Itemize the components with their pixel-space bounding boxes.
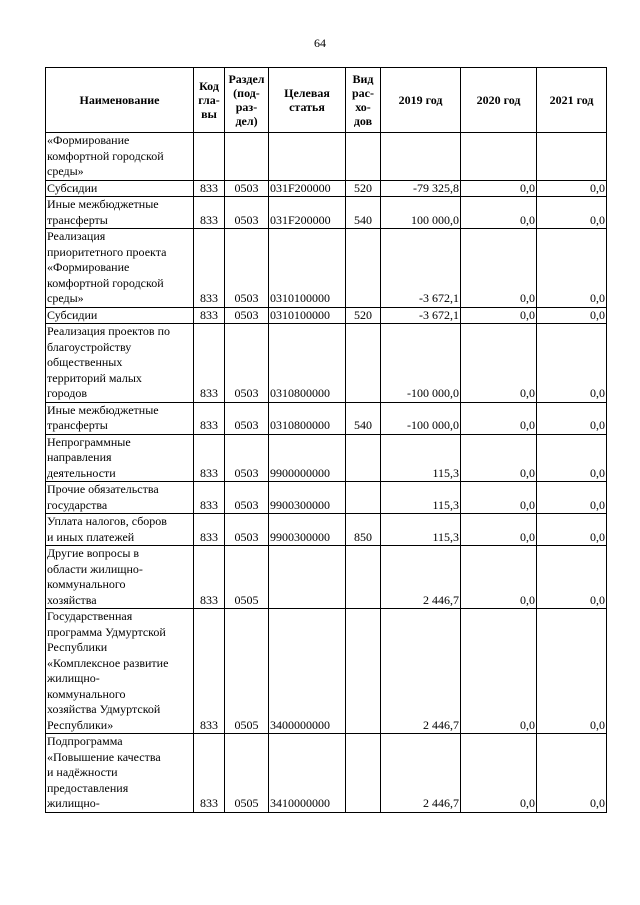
row-section: 0503 xyxy=(225,324,269,403)
row-2019-value: 115,3 xyxy=(381,434,461,482)
row-name: Непрограммные направления деятельности xyxy=(46,434,194,482)
table-row xyxy=(46,609,607,734)
table-row xyxy=(46,229,607,308)
row-target-article xyxy=(269,546,346,609)
row-2020-value xyxy=(461,133,537,181)
row-2020-value: 0,0 xyxy=(461,197,537,229)
header-chapter-code: Код гла- вы xyxy=(194,68,225,133)
row-2021-value: 0,0 xyxy=(537,197,607,229)
row-section: 0503 xyxy=(225,514,269,546)
table-row xyxy=(46,734,607,813)
table-header-row xyxy=(46,68,607,133)
row-2021-value: 0,0 xyxy=(537,609,607,734)
row-target-article: 0310800000 xyxy=(269,324,346,403)
row-chapter-code: 833 xyxy=(194,734,225,813)
row-expense-type: 520 xyxy=(346,180,381,197)
table-row xyxy=(46,514,607,546)
row-expense-type: 850 xyxy=(346,514,381,546)
row-2019-value: -100 000,0 xyxy=(381,324,461,403)
row-name: Иные межбюджетные трансферты xyxy=(46,402,194,434)
row-2020-value: 0,0 xyxy=(461,546,537,609)
row-2020-value: 0,0 xyxy=(461,434,537,482)
header-target-article: Целевая статья xyxy=(269,68,346,133)
row-2019-value: 2 446,7 xyxy=(381,609,461,734)
row-name: Уплата налогов, сборов и иных платежей xyxy=(46,514,194,546)
row-name: Реализация проектов по благоустройству общественных территорий малых городов xyxy=(46,324,194,403)
row-2021-value: 0,0 xyxy=(537,482,607,514)
row-chapter-code: 833 xyxy=(194,402,225,434)
row-chapter-code: 833 xyxy=(194,514,225,546)
table-row xyxy=(46,482,607,514)
row-target-article: 3400000000 xyxy=(269,609,346,734)
header-2019: 2019 год xyxy=(381,68,461,133)
row-section: 0503 xyxy=(225,180,269,197)
row-expense-type: 520 xyxy=(346,307,381,324)
row-chapter-code: 833 xyxy=(194,546,225,609)
row-2019-value: -3 672,1 xyxy=(381,229,461,308)
row-expense-type xyxy=(346,546,381,609)
row-name: Государственная программа Удмуртской Республики «Комплексное развитие жилищно- коммунального хозяйства Удмуртской Республики» xyxy=(46,609,194,734)
row-expense-type xyxy=(346,434,381,482)
table-row xyxy=(46,546,607,609)
row-2020-value: 0,0 xyxy=(461,734,537,813)
row-2019-value: -3 672,1 xyxy=(381,307,461,324)
row-section: 0503 xyxy=(225,402,269,434)
row-2020-value: 0,0 xyxy=(461,402,537,434)
row-2019-value: 115,3 xyxy=(381,514,461,546)
row-expense-type: 540 xyxy=(346,197,381,229)
row-2020-value: 0,0 xyxy=(461,324,537,403)
row-2019-value: -100 000,0 xyxy=(381,402,461,434)
row-section: 0503 xyxy=(225,434,269,482)
row-target-article: 0310800000 xyxy=(269,402,346,434)
table-row xyxy=(46,434,607,482)
row-expense-type xyxy=(346,229,381,308)
row-expense-type xyxy=(346,609,381,734)
header-section: Раздел (под- раз- дел) xyxy=(225,68,269,133)
row-2021-value: 0,0 xyxy=(537,324,607,403)
budget-table xyxy=(45,67,607,813)
row-expense-type xyxy=(346,133,381,181)
row-chapter-code: 833 xyxy=(194,482,225,514)
table-row xyxy=(46,180,607,197)
row-2021-value: 0,0 xyxy=(537,546,607,609)
row-expense-type xyxy=(346,482,381,514)
row-2020-value: 0,0 xyxy=(461,307,537,324)
row-2019-value: 115,3 xyxy=(381,482,461,514)
row-2019-value: 2 446,7 xyxy=(381,546,461,609)
row-2021-value: 0,0 xyxy=(537,307,607,324)
row-2020-value: 0,0 xyxy=(461,609,537,734)
table-row xyxy=(46,133,607,181)
row-name: Иные межбюджетные трансферты xyxy=(46,197,194,229)
row-chapter-code: 833 xyxy=(194,229,225,308)
row-expense-type: 540 xyxy=(346,402,381,434)
row-2020-value: 0,0 xyxy=(461,514,537,546)
row-2020-value: 0,0 xyxy=(461,482,537,514)
row-name: Субсидии xyxy=(46,180,194,197)
row-section: 0505 xyxy=(225,734,269,813)
row-chapter-code: 833 xyxy=(194,197,225,229)
row-2021-value: 0,0 xyxy=(537,402,607,434)
row-chapter-code: 833 xyxy=(194,609,225,734)
row-target-article: 031F200000 xyxy=(269,180,346,197)
row-2020-value: 0,0 xyxy=(461,229,537,308)
row-expense-type xyxy=(346,734,381,813)
row-2019-value: 100 000,0 xyxy=(381,197,461,229)
table-row xyxy=(46,324,607,403)
row-section xyxy=(225,133,269,181)
row-name: Подпрограмма «Повышение качества и надёжности предоставления жилищно- xyxy=(46,734,194,813)
row-name: Реализация приоритетного проекта «Формирование комфортной городской среды» xyxy=(46,229,194,308)
table-row xyxy=(46,197,607,229)
row-target-article: 0310100000 xyxy=(269,229,346,308)
row-2019-value: 2 446,7 xyxy=(381,734,461,813)
row-target-article: 031F200000 xyxy=(269,197,346,229)
row-name: Субсидии xyxy=(46,307,194,324)
row-target-article: 3410000000 xyxy=(269,734,346,813)
header-2020: 2020 год xyxy=(461,68,537,133)
row-2021-value: 0,0 xyxy=(537,514,607,546)
row-chapter-code: 833 xyxy=(194,307,225,324)
page-number: 64 xyxy=(314,36,326,50)
row-section: 0505 xyxy=(225,546,269,609)
row-name: Другие вопросы в области жилищно- коммунального хозяйства xyxy=(46,546,194,609)
row-section: 0503 xyxy=(225,197,269,229)
row-section: 0503 xyxy=(225,307,269,324)
row-chapter-code: 833 xyxy=(194,434,225,482)
row-chapter-code xyxy=(194,133,225,181)
table-row xyxy=(46,402,607,434)
row-2021-value: 0,0 xyxy=(537,180,607,197)
header-name: Наименование xyxy=(46,68,194,133)
row-target-article xyxy=(269,133,346,181)
row-2021-value: 0,0 xyxy=(537,434,607,482)
row-target-article: 9900300000 xyxy=(269,482,346,514)
row-name: «Формирование комфортной городской среды» xyxy=(46,133,194,181)
row-chapter-code: 833 xyxy=(194,324,225,403)
row-section: 0505 xyxy=(225,609,269,734)
header-2021: 2021 год xyxy=(537,68,607,133)
row-expense-type xyxy=(346,324,381,403)
row-chapter-code: 833 xyxy=(194,180,225,197)
header-expense-type: Вид рас- хо- дов xyxy=(346,68,381,133)
row-2021-value: 0,0 xyxy=(537,229,607,308)
row-target-article: 9900300000 xyxy=(269,514,346,546)
row-target-article: 9900000000 xyxy=(269,434,346,482)
row-2019-value: -79 325,8 xyxy=(381,180,461,197)
row-2019-value xyxy=(381,133,461,181)
row-section: 0503 xyxy=(225,482,269,514)
row-2021-value xyxy=(537,133,607,181)
row-2021-value: 0,0 xyxy=(537,734,607,813)
table-row xyxy=(46,307,607,324)
row-name: Прочие обязательства государства xyxy=(46,482,194,514)
row-2020-value: 0,0 xyxy=(461,180,537,197)
row-section: 0503 xyxy=(225,229,269,308)
table-body xyxy=(46,133,607,813)
row-target-article: 0310100000 xyxy=(269,307,346,324)
